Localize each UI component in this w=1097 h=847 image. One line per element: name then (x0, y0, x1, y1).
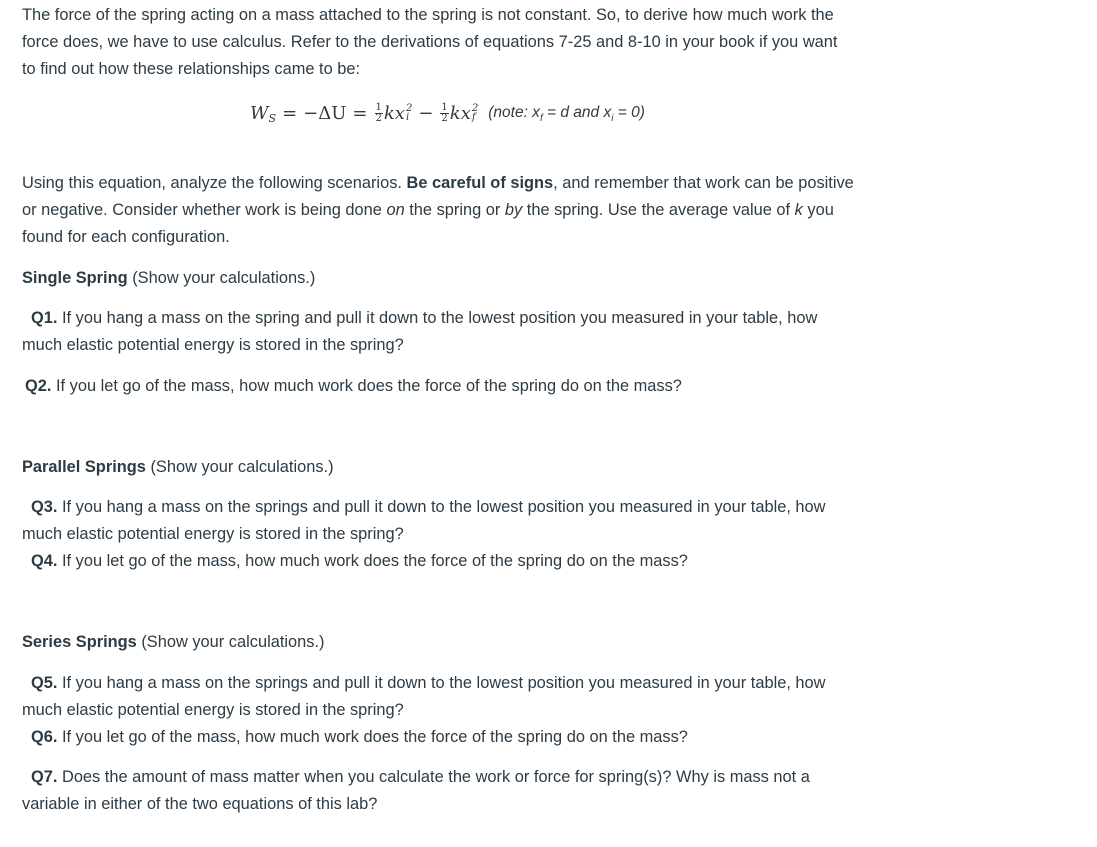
equation-note (488, 104, 645, 122)
q3-line-2: much elastic potential energy is stored in the spring? (22, 525, 404, 543)
parallel-springs-heading (22, 454, 334, 481)
equation-kx-initial: kx (383, 102, 405, 124)
instructions-text: the spring or (404, 201, 505, 219)
fraction-numerator: 1 (441, 101, 448, 113)
single-spring-heading (22, 265, 315, 292)
q3-text: If you hang a mass on the springs and pull it down to the lowest position you measured in your table, how (57, 498, 826, 516)
instructions-text: you (802, 201, 834, 219)
q2-text: If you let go of the mass, how much work does the force of the spring do on the mass? (51, 377, 682, 395)
q7-text: Does the amount of mass matter when you calculate the work or force for spring(s)? Why is mass not a (57, 768, 810, 786)
section-hint: (Show your calculations.) (127, 269, 316, 287)
q4-label: Q4. (31, 552, 58, 570)
equation-equals-1: = (282, 102, 298, 124)
subscript-f: f (471, 112, 476, 123)
work-energy-equation (250, 98, 645, 128)
section-hint: (Show your calculations.) (145, 458, 334, 476)
equation-final-exponent (472, 104, 478, 122)
q2-label: Q2. (25, 377, 52, 395)
q1-line-2: much elastic potential energy is stored in the spring? (22, 336, 404, 354)
careful-of-signs-emphasis: Be careful of signs (406, 174, 554, 192)
q6-label: Q6. (31, 728, 58, 746)
intro-line-1: The force of the spring acting on a mass attached to the spring is not constant. So, to derive how much work the (22, 6, 834, 24)
section-title: Series Springs (22, 633, 137, 651)
q7-label: Q7. (31, 768, 58, 786)
instructions-text: Using this equation, analyze the following scenarios. (22, 174, 407, 192)
instructions-line-1 (22, 170, 854, 197)
instructions-line-3: found for each configuration. (22, 228, 230, 246)
equation-fraction-half-2 (440, 103, 448, 124)
note-close: = 0) (613, 104, 645, 121)
q3-label: Q3. (31, 498, 58, 516)
q3-line-1 (31, 494, 826, 521)
intro-line-3: to find out how these relationships came to be: (22, 60, 361, 78)
instructions-text: the spring. Use the average value of (522, 201, 795, 219)
intro-line-2: force does, we have to use calculus. Refer to the derivations of equations 7-25 and 8-10 in your book if you want (22, 33, 838, 51)
q1-line-1 (31, 305, 817, 332)
q5-line-2: much elastic potential energy is stored in the spring? (22, 701, 404, 719)
q5-label: Q5. (31, 674, 58, 692)
equation-equals-2: = (352, 102, 368, 124)
q7-line-2: variable in either of the two equations of this lab? (22, 795, 378, 813)
q1-label: Q1. (31, 309, 58, 327)
instructions-text: or negative. Consider whether work is being done (22, 201, 387, 219)
fraction-numerator: 1 (375, 101, 382, 113)
fraction-denominator: 2 (441, 112, 448, 124)
series-springs-heading (22, 629, 324, 656)
instructions-text: , and remember that work can be positive (553, 174, 854, 192)
q6-text: If you let go of the mass, how much work does the force of the spring do on the mass? (57, 728, 688, 746)
q2-line (25, 373, 682, 400)
note-mid: = d and x (542, 104, 612, 121)
equation-initial-exponent (406, 104, 412, 122)
note-sub-f: f (539, 113, 543, 124)
note-sub-i: i (611, 113, 614, 124)
k-emphasis: k (794, 201, 803, 219)
on-emphasis: on (386, 201, 405, 219)
section-title: Parallel Springs (22, 458, 146, 476)
q5-text: If you hang a mass on the springs and pull it down to the lowest position you measured in your table, how (57, 674, 826, 692)
note-open: (note: x (488, 104, 540, 121)
subscript-i: i (405, 112, 410, 123)
exponent-two: 2 (471, 103, 479, 114)
q4-line (31, 548, 688, 575)
instructions-line-2 (22, 197, 834, 224)
by-emphasis: by (504, 201, 523, 219)
equation-lhs-subscript: S (268, 111, 277, 125)
section-title: Single Spring (22, 269, 128, 287)
equation-fraction-half-1 (375, 103, 383, 124)
section-hint: (Show your calculations.) (136, 633, 325, 651)
equation-minus: − (418, 102, 434, 124)
fraction-denominator: 2 (375, 112, 382, 124)
q7-line-1 (31, 764, 810, 791)
exponent-two: 2 (405, 103, 413, 114)
equation-lhs: W (250, 102, 269, 124)
q6-line (31, 724, 688, 751)
equation-kx-final: kx (449, 102, 471, 124)
q4-text: If you let go of the mass, how much work does the force of the spring do on the mass? (57, 552, 688, 570)
equation-delta-u: −ΔU (303, 102, 347, 124)
q5-line-1 (31, 670, 826, 697)
q1-text: If you hang a mass on the spring and pull it down to the lowest position you measured in your table, how (57, 309, 818, 327)
